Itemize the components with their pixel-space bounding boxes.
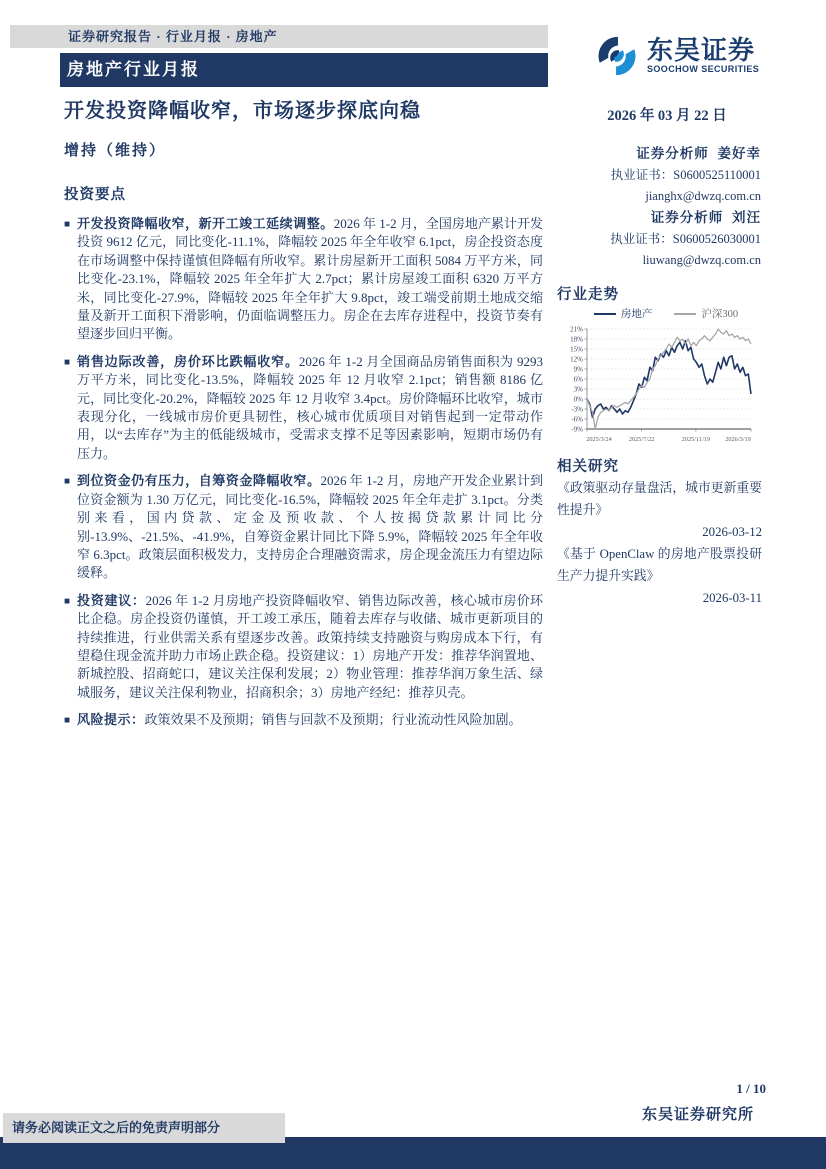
bullet-investment (64, 215, 543, 344)
related-item-title[interactable]: 《基于 OpenClaw 的房地产股票投研生产力提升实践》 (557, 547, 762, 583)
y-tick-label: -6% (571, 415, 583, 424)
x-tick-label: 2026/3/19 (725, 436, 751, 443)
bullet-body: 2026 年 1-2 月，房地产开发企业累计到位资金额为 1.30 万亿元，同比变化-16.5%，降幅较 2025 年全年走扩 3.1pct。分类别来看，国内贷款、定金及预收款、个人按揭贷款累计同比分别-13.9%、-21.5%、-41.9%，自筹资金累计同比下降 5.9%，降幅较 2025 年全年收窄 6.3pct。政策层面积极发力，支持房企合理融资需求，房企现金流压力有望边际缓释。 (77, 473, 543, 581)
page-number: 1 / 10 (736, 1081, 766, 1096)
bullet-text (77, 711, 543, 730)
bullet-body: 2026 年 1-2 月全国商品房销售面积为 9293 万平方米，同比变化-13.5%，降幅较 2025 年 12 月收窄 2.1pct；销售额 8186 亿元，同比变化-20.2%，降幅较 2025 年 12 月收窄 3.4pct。房价降幅环比收窄，城市表现分化，一线城市房价更具韧性，核心城市优质项目对销售起到一定带动作用，以“去库存”为主的低能级城市，受需求支撑不足等因素影响，短期市场仍有压力。 (77, 353, 543, 461)
bullet-text (77, 353, 543, 463)
square-bullet-icon: ■ (64, 356, 71, 368)
industry-trend-chart (557, 306, 757, 450)
x-tick-label: 2025/3/24 (586, 436, 612, 443)
legend-item-csi300 (674, 306, 738, 321)
report-kicker-banner: 证券研究报告 · 行业月报 · 房地产 (10, 25, 548, 48)
disclaimer-note: 请务必阅读正文之后的免责声明部分 (3, 1113, 285, 1143)
y-tick-label: 18% (570, 335, 583, 344)
chart-legend (575, 306, 757, 321)
square-bullet-icon: ■ (64, 476, 71, 488)
legend-label: 沪深300 (701, 309, 739, 320)
brand-logo (594, 33, 759, 79)
analyst-cert (557, 165, 761, 186)
cert-label: 执业证书： (610, 168, 674, 182)
square-bullet-icon: ■ (64, 219, 71, 230)
trend-line-chart (557, 323, 757, 445)
report-title: 开发投资降幅收窄，市场逐步探底向稳 (64, 100, 421, 122)
report-date: 2026 年 03 月 22 日 (607, 108, 727, 124)
legend-label: 房地产 (620, 309, 653, 320)
bullet-text (77, 592, 543, 702)
analyst-name-text: 姜好幸 (717, 146, 761, 161)
industry-trend-heading: 行业走势 (557, 287, 619, 303)
y-tick-label: 0% (573, 395, 583, 404)
related-research-list (557, 478, 762, 610)
analyst-name (557, 207, 761, 229)
x-tick-label: 2025/11/19 (681, 436, 711, 443)
line-swatch-icon (674, 313, 696, 315)
square-bullet-icon: ■ (64, 595, 71, 607)
line-swatch-icon (594, 313, 616, 315)
research-institute: 东吴证券研究所 (641, 1107, 754, 1123)
related-item-title[interactable]: 《政策驱动存量盘活，城市更新重要性提升》 (557, 481, 762, 517)
brand-name-cn: 东吴证券 (647, 36, 756, 65)
y-tick-label: 21% (570, 325, 583, 334)
y-tick-label: 12% (570, 355, 583, 364)
analyst-cert (557, 229, 761, 250)
y-tick-label: -9% (571, 425, 583, 434)
y-tick-label: 9% (573, 365, 583, 374)
soochow-logo-icon (594, 33, 640, 79)
bullet-advice (64, 592, 543, 702)
analyst-block (557, 143, 761, 271)
bullet-lead: 到位资金仍有压力，自筹资金降幅收窄。 (77, 473, 321, 489)
related-research-heading: 相关研究 (557, 459, 619, 475)
analyst-name-text: 刘汪 (732, 210, 761, 225)
x-tick-label: 2025/7/22 (628, 436, 655, 443)
bullet-body: 2026 年 1-2 月，全国房地产累计开发投资 9612 亿元，同比变化-11.1%，降幅较 2025 年全年收窄 6.1pct，房企投资态度在市场调整中保持谨慎但降幅有所收窄。累计房屋新开工面积 5084 万平方米，同比变化-23.1%，降幅较 2025 年全年扩大 2.7pct；累计房屋竣工面积 6320 万平方米，同比变化-27.9%，降幅较 2025 年全年扩大 9.8pct，竣工端受前期土地成交缩量及新开工面积下滑影响，仍面临调整压力。房企在去库存进程中，投资节奏有望逐步回归平衡。 (77, 216, 543, 342)
y-tick-label: -3% (571, 405, 583, 414)
bullet-lead: 投资建议： (77, 592, 146, 608)
key-points-column (64, 183, 543, 740)
bullet-risk (64, 711, 543, 730)
rating-badge: 增持（维持） (64, 143, 167, 159)
key-points-heading: 投资要点 (64, 187, 126, 203)
analyst-email[interactable]: liuwang@dwzq.com.cn (642, 253, 761, 267)
bullet-text (77, 215, 543, 344)
brand-text (647, 38, 759, 74)
bullet-text (77, 472, 543, 582)
brand-name-en: SOOCHOW SECURITIES (647, 64, 760, 74)
y-tick-label: 3% (573, 385, 583, 394)
bullet-sales (64, 353, 543, 463)
bullet-body: 政策效果不及预期；销售与回款不及预期；行业流动性风险加剧。 (144, 712, 522, 728)
analyst-email[interactable]: jianghx@dwzq.com.cn (645, 189, 761, 203)
cert-label: 执业证书： (610, 232, 673, 246)
legend-item-property (594, 306, 653, 321)
bullet-lead: 销售边际改善，房价环比跌幅收窄。 (77, 353, 299, 369)
bullet-lead: 开发投资降幅收窄，新开工竣工延续调整。 (77, 216, 334, 231)
bullet-funding (64, 472, 543, 582)
cert-number: S0600526030001 (672, 232, 761, 246)
cert-number: S0600525110001 (673, 168, 761, 182)
square-bullet-icon: ■ (64, 715, 71, 727)
bullet-body: 2026 年 1-2 月房地产投资降幅收窄、销售边际改善，核心城市房价环比企稳。房企投资仍谨慎，开工竣工承压，随着去库存与收储、城市更新项目的持续推进，行业供需关系有望逐步改善。政策持续支持融资与购房成本下行，有望稳住现金流并助力市场止跌企稳。投资建议：1）房地产开发：推荐华润置地、新城控股、招商蛇口，建议关注保利发展；2）物业管理：推荐华润万象生活、绿城服务，建议关注保利物业，招商积余；3）房地产经纪：推荐贝壳。 (77, 592, 543, 700)
analyst-role: 证券分析师 (650, 210, 724, 225)
analyst-name (557, 143, 761, 165)
y-tick-label: 15% (570, 345, 583, 354)
analyst-role: 证券分析师 (636, 146, 709, 161)
report-category-band: 房地产行业月报 (60, 53, 548, 87)
y-tick-label: 6% (573, 375, 583, 384)
related-item-date: 2026-03-12 (702, 525, 762, 539)
related-item-date: 2026-03-11 (702, 591, 762, 605)
bullet-lead: 风险提示： (77, 712, 145, 728)
